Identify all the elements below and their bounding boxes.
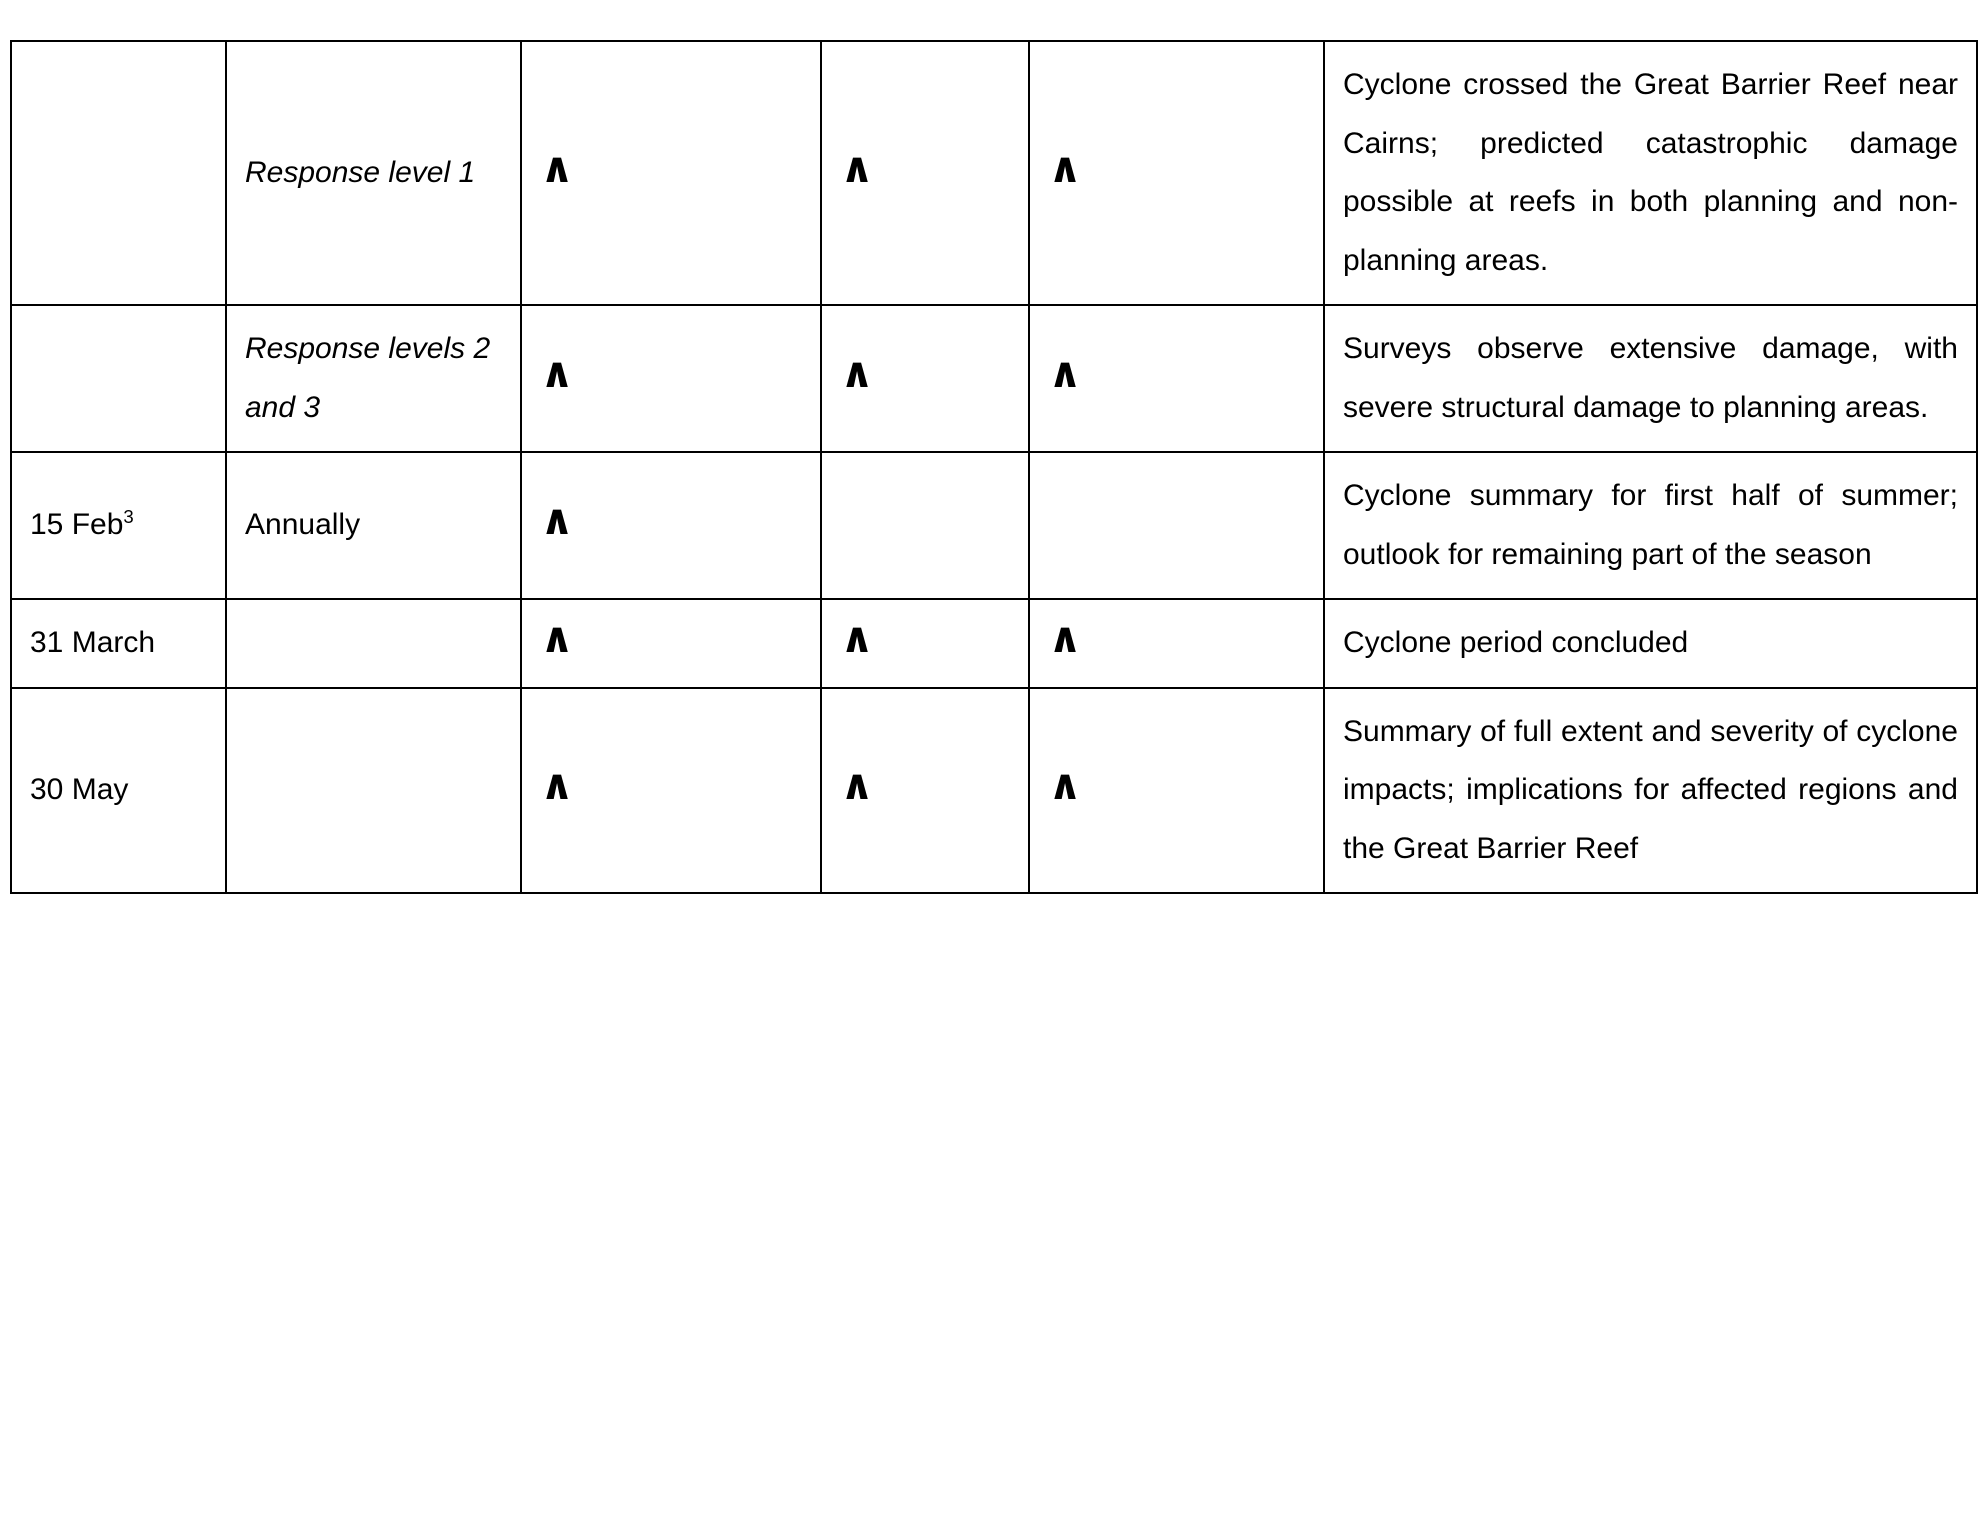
chevron-up-icon: ∧ xyxy=(1048,142,1083,192)
chevron-up-icon: ∧ xyxy=(540,760,575,809)
chevron-up-icon: ∧ xyxy=(1048,760,1083,809)
footnote-marker: 3 xyxy=(123,506,134,528)
cell-marker-3 xyxy=(1029,599,1324,688)
cell-date xyxy=(11,305,226,452)
chevron-up-icon: ∧ xyxy=(540,613,575,662)
table-row xyxy=(11,41,1977,305)
cell-description: Cyclone crossed the Great Barrier Reef near Cairns; predicted catastrophic damage possible at reefs in both planning and non-planning areas. xyxy=(1324,41,1977,305)
cell-marker-1 xyxy=(521,599,821,688)
cell-date xyxy=(11,452,226,599)
chevron-up-icon: ∧ xyxy=(1048,348,1083,398)
cell-marker-3 xyxy=(1029,305,1324,452)
cell-marker-3 xyxy=(1029,41,1324,305)
chevron-up-icon: ∧ xyxy=(840,760,875,809)
chevron-up-icon: ∧ xyxy=(840,348,875,398)
cell-marker-1 xyxy=(521,452,821,599)
chevron-up-icon: ∧ xyxy=(1048,613,1083,662)
cell-marker-3 xyxy=(1029,452,1324,599)
chevron-up-icon: ∧ xyxy=(540,348,575,398)
cell-marker-2 xyxy=(821,452,1029,599)
chevron-up-icon: ∧ xyxy=(540,142,575,192)
chevron-up-icon: ∧ xyxy=(840,142,875,192)
cell-description: Summary of full extent and severity of cyclone impacts; implications for affected regions and the Great Barrier Reef xyxy=(1324,688,1977,894)
cyclone-response-table xyxy=(10,40,1978,894)
cell-marker-1 xyxy=(521,41,821,305)
cell-date: 30 May xyxy=(11,688,226,894)
cell-description: Surveys observe extensive damage, with severe structural damage to planning areas. xyxy=(1324,305,1977,452)
cell-frequency xyxy=(226,599,521,688)
cell-marker-2 xyxy=(821,41,1029,305)
cell-marker-2 xyxy=(821,599,1029,688)
cell-date xyxy=(11,41,226,305)
cell-frequency: Annually xyxy=(226,452,521,599)
table-row xyxy=(11,599,1977,688)
table-row xyxy=(11,305,1977,452)
cell-marker-2 xyxy=(821,688,1029,894)
cell-frequency xyxy=(226,688,521,894)
cell-marker-1 xyxy=(521,688,821,894)
cell-marker-2 xyxy=(821,305,1029,452)
table-row xyxy=(11,688,1977,894)
cell-marker-3 xyxy=(1029,688,1324,894)
cell-frequency: Response level 1 xyxy=(226,41,521,305)
cell-frequency: Response levels 2 and 3 xyxy=(226,305,521,452)
cell-description: Cyclone summary for first half of summer; outlook for remaining part of the season xyxy=(1324,452,1977,599)
cell-marker-1 xyxy=(521,305,821,452)
cell-description: Cyclone period concluded xyxy=(1324,599,1977,688)
table-row xyxy=(11,452,1977,599)
chevron-up-icon: ∧ xyxy=(840,613,875,662)
chevron-up-icon: ∧ xyxy=(540,495,575,545)
date-label: 15 Feb xyxy=(30,508,124,542)
cell-date: 31 March xyxy=(11,599,226,688)
